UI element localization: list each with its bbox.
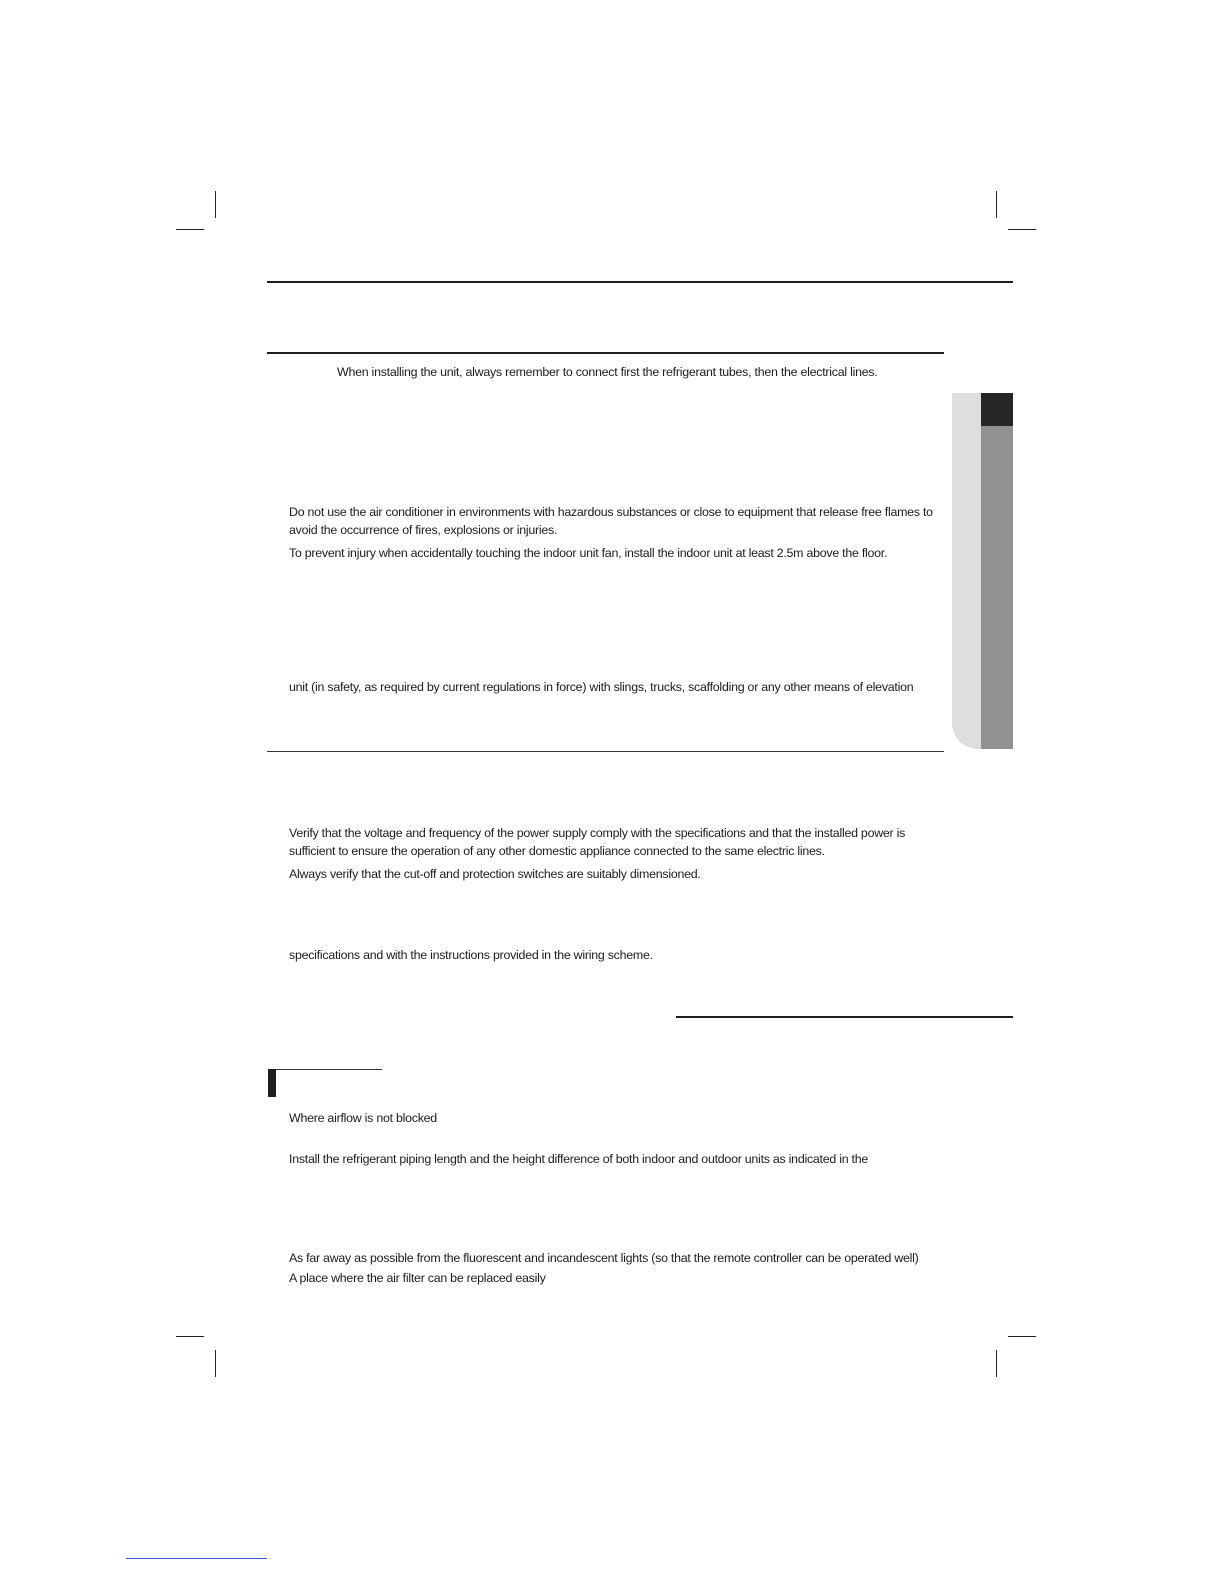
- crop-mark-bottom-left-horizontal: [176, 1336, 204, 1337]
- section-rule-installation: [267, 352, 944, 354]
- installation-intro-text: When installing the unit, always remember to connect first the refrigerant tubes, then the electrical lines.: [337, 365, 878, 379]
- piping-text: Install the refrigerant piping length and the height difference of both indoor and outdoor units as indicated in the: [289, 1152, 869, 1166]
- lifting-text: unit (in safety, as required by current regulations in force) with slings, trucks, scaffolding or any other means of elevation: [289, 680, 914, 694]
- voltage-text-line-1: Verify that the voltage and frequency of the power supply comply with the specifications and that the installed power is: [289, 826, 906, 840]
- side-tab-light: [952, 393, 982, 749]
- voltage-text-line-2: sufficient to ensure the operation of any other domestic appliance connected to the same electric lines.: [289, 844, 825, 858]
- switches-text: Always verify that the cut-off and protection switches are suitably dimensioned.: [289, 867, 701, 881]
- header-rule: [267, 281, 1013, 283]
- crop-mark-top-left-horizontal: [176, 229, 204, 230]
- side-tab-dark: [981, 393, 1013, 749]
- subsection-marker: [268, 1069, 276, 1097]
- crop-mark-bottom-right-horizontal: [1008, 1336, 1036, 1337]
- hazard-text-line-1: Do not use the air conditioner in environments with hazardous substances or close to equipment that release free flames to: [289, 505, 933, 519]
- subsection-heading-rule: [276, 1069, 382, 1070]
- crop-mark-top-right-horizontal: [1008, 229, 1036, 230]
- crop-mark-bottom-left-vertical: [215, 1350, 216, 1377]
- airflow-text: Where airflow is not blocked: [289, 1111, 437, 1125]
- filter-text: A place where the air filter can be replaced easily: [289, 1271, 546, 1285]
- crop-mark-top-left-vertical: [215, 191, 216, 218]
- crop-mark-bottom-right-vertical: [996, 1350, 997, 1377]
- fan-safety-text: To prevent injury when accidentally touching the indoor unit fan, install the indoor unit at least 2.5m above the floor.: [289, 546, 888, 560]
- side-tab-active-marker: [981, 393, 1013, 426]
- crop-mark-top-right-vertical: [996, 191, 997, 218]
- lights-text: As far away as possible from the fluorescent and incandescent lights (so that the remote controller can be operated well): [289, 1251, 919, 1265]
- hazard-text-line-2: avoid the occurrence of fires, explosions or injuries.: [289, 523, 558, 537]
- section-end-rule: [676, 1016, 1013, 1018]
- footnote-link-underline: [126, 1558, 267, 1559]
- wiring-text: specifications and with the instructions provided in the wiring scheme.: [289, 948, 653, 962]
- section-rule-electrical: [267, 751, 944, 752]
